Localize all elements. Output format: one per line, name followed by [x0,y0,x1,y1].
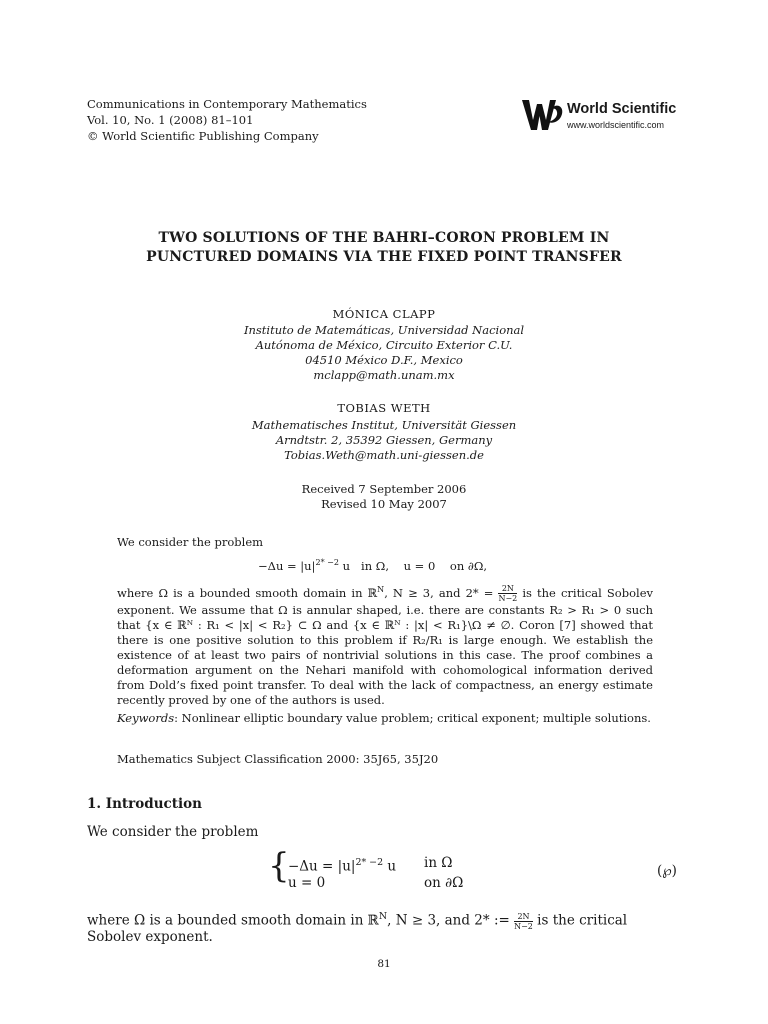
keywords-text: : Nonlinear elliptic boundary value problem; critical exponent; multiple solutions. [174,711,651,725]
affiliation-line: Autónoma de México, Circuito Exterior C.U. [255,338,513,352]
abstract-intro: We consider the problem [117,535,264,549]
author-email: mclapp@math.unam.mx [313,368,455,382]
author-name-2: TOBIAS WETH [337,401,431,415]
where-text: is the critical [532,912,628,929]
where-text: where Ω is a bounded smooth domain in ℝ [87,912,379,929]
paper-title [80,229,688,267]
abstract-equation [258,558,487,573]
section-intro: We consider the problem [87,824,259,840]
system-eq1-lhs: −Δu = |u| [288,858,356,875]
journal-copyright: © World Scientific Publishing Company [87,129,319,143]
subject-classification: Mathematics Subject Classification 2000: 35J65, 35J20 [117,752,439,766]
received-date: Received 7 September 2006 [301,482,467,496]
where-text: , N ≥ 3, and 2* := [387,912,515,929]
journal-name: Communications in Contemporary Mathematics [87,97,367,111]
fraction-numerator: 2N [514,912,533,922]
equation-tag: (℘) [657,863,677,879]
abstract-text: where Ω is a bounded smooth domain in ℝ [117,585,378,600]
publisher-url: www.worldscientific.com [567,120,665,130]
abstract-text: is the critical Sobolev exponent. We assume that Ω is annular shaped, i.e. there are constants R₂ > R₁ > 0 such that {x ∈ ℝᴺ : R₁ < |x| < R₂} ⊂ Ω and {x ∈ ℝᴺ : |x| < R₁}\Ω ≠ ∅. Coron [7] showed that there is one positive solution to this problem if R₂/R₁ is large enough. We establish the existence of at least two pairs of nontrivial solutions in this case. The proof combines a deformation argument on the Nehari manifold with cohomological information derived from Dold’s fixed point transfer. To deal with the lack of compactness, an energy estimate recently proved by one of the authors is used. [117,585,653,708]
system-eq1-exponent: 2* −2 [355,857,384,868]
equation-lhs: −Δu = |u| [258,558,316,573]
journal-volume: Vol. 10, No. 1 (2008) 81–101 [87,113,254,127]
keywords-label: Keywords [117,711,175,725]
title-line-1: TWO SOLUTIONS OF THE BAHRI–CORON PROBLEM IN [158,230,610,246]
where-superscript: N [378,911,388,922]
affiliation-line: 04510 México D.F., Mexico [305,353,463,367]
author-email: Tobias.Weth@math.uni-giessen.de [284,448,484,462]
world-scientific-logo-icon [520,96,564,134]
fraction-denominator: N−2 [514,921,533,931]
revised-date: Revised 10 May 2007 [321,497,447,511]
publisher-name: World Scientific [567,101,677,117]
affiliation-line: Arndtstr. 2, 35392 Giessen, Germany [275,433,493,447]
fraction-denominator: N−2 [498,594,518,604]
abstract-text: , N ≥ 3, and 2* = [384,585,499,600]
left-brace: { [268,846,290,886]
affiliation-line: Mathematisches Institut, Universität Giessen [251,418,517,432]
abstract-body [117,582,653,708]
equation-rhs: u in Ω, u = 0 on ∂Ω, [339,558,488,573]
page-number: 81 [377,958,391,970]
equation-system [288,853,464,893]
section-heading: 1. Introduction [87,796,202,812]
affiliation-line: Instituto de Matemáticas, Universidad Nacional [243,323,525,337]
section-where-text-2: Sobolev exponent. [87,929,213,945]
publisher-logo [520,96,690,134]
system-eq1-u: u [383,858,397,875]
author-name-1: MÓNICA CLAPP [332,307,436,321]
submission-dates [120,482,648,512]
keywords [117,711,653,726]
author-affiliation-1 [120,323,648,383]
system-eq1-domain: in Ω [424,855,453,871]
abstract-superscript: N [377,585,385,594]
title-line-2: PUNCTURED DOMAINS VIA THE FIXED POINT TRANSFER [146,249,622,265]
journal-info [87,96,367,144]
system-eq2-domain: on ∂Ω [424,875,464,891]
abstract-fraction [498,584,517,603]
author-affiliation-2 [120,418,648,463]
equation-exponent: 2* −2 [315,558,340,567]
fraction-numerator: 2N [498,584,517,594]
system-eq2-lhs: u = 0 [288,875,326,891]
